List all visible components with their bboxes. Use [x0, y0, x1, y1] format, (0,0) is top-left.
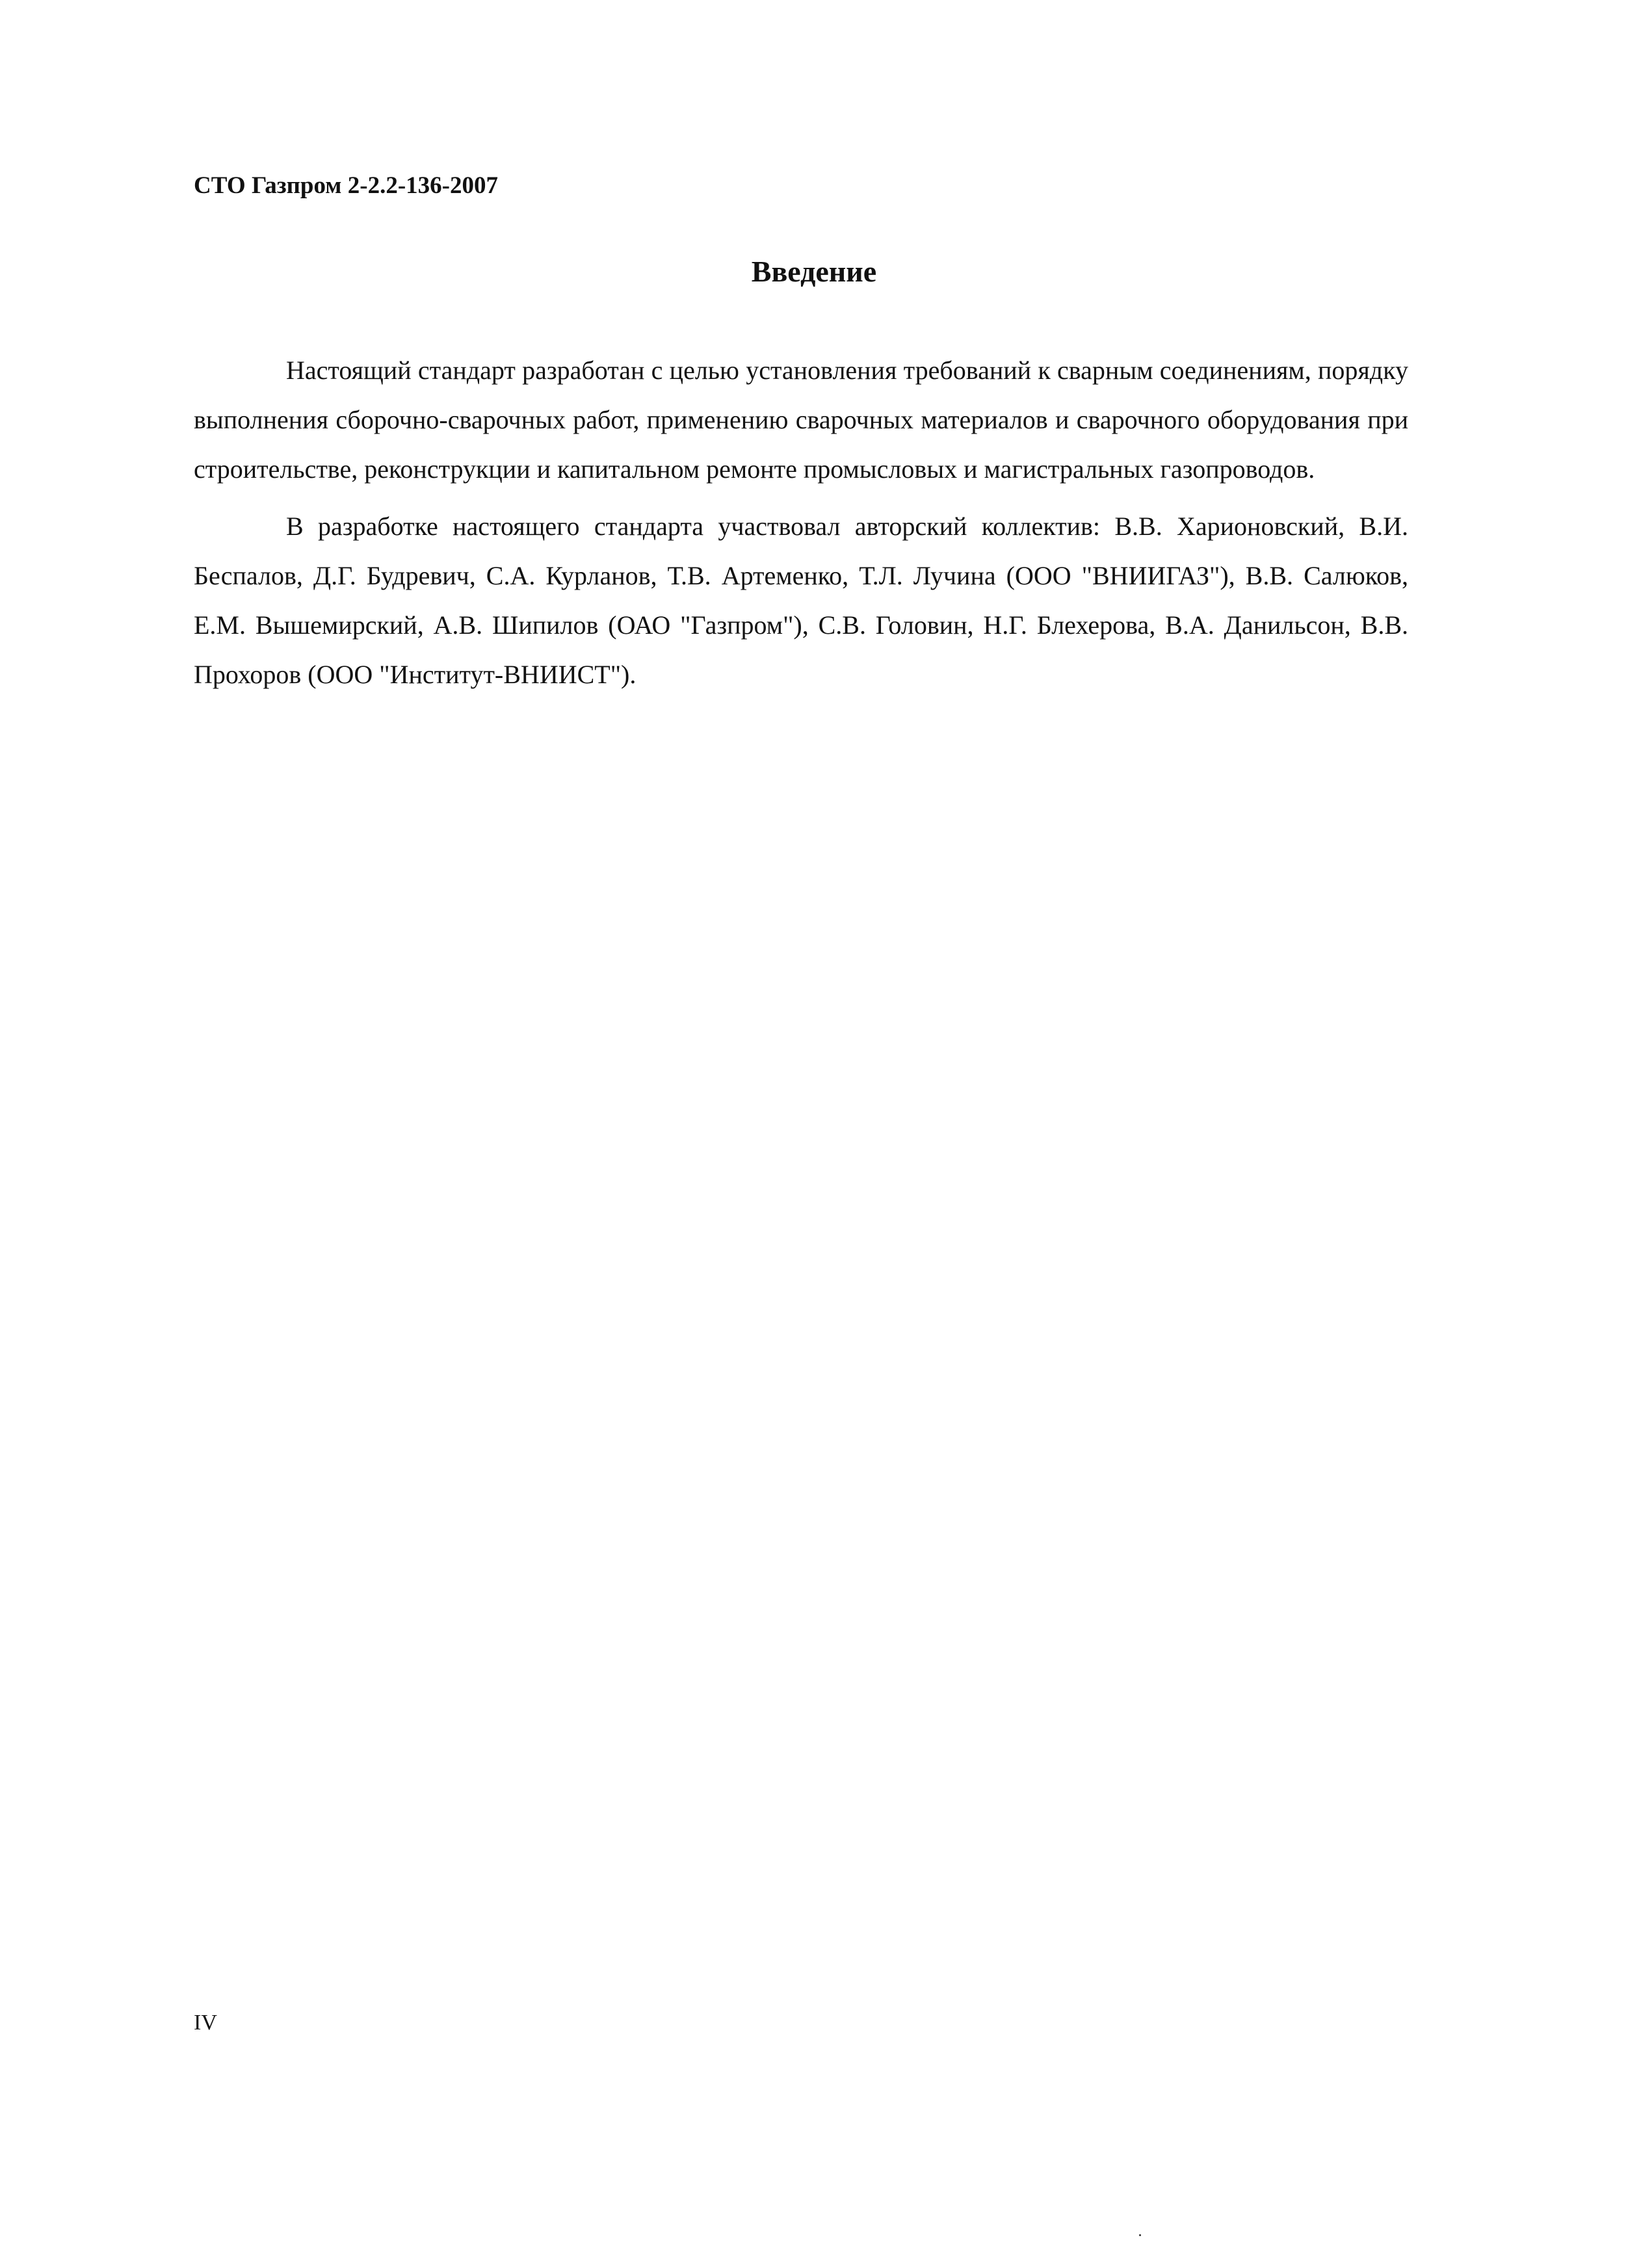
page-number: IV [194, 2011, 217, 2035]
paragraph-purpose: Настоящий стандарт разработан с целью установления требований к сварным соединениям, порядку выполнения сборочно-сварочных работ, применению сварочных материалов и сварочного оборудования при строительстве, реконструкции и капитальном ремонте промысловых и магистральных газопроводов. [194, 356, 1408, 484]
document-code: СТО Газпром 2-2.2-136-2007 [194, 172, 498, 199]
scan-speck [1139, 2234, 1141, 2236]
paragraph-authors: В разработке настоящего стандарта участвовал авторский коллектив: В.В. Харионовский, В.И. Беспалов, Д.Г. Будревич, С.А. Курланов, Т.В. Артеменко, Т.Л. Лучина (ООО "ВНИИГАЗ"), В.В. Салюков, Е.М. Вышемирский, А.В. Шипилов (ОАО "Газпром"), С.В. Головин, Н.Г. Блехерова, В.А. Данильсон, В.В. Прохоров (ООО "Институт-ВНИИСТ"). [194, 512, 1408, 689]
introduction-text [194, 346, 1408, 707]
section-title: Введение [751, 255, 877, 288]
